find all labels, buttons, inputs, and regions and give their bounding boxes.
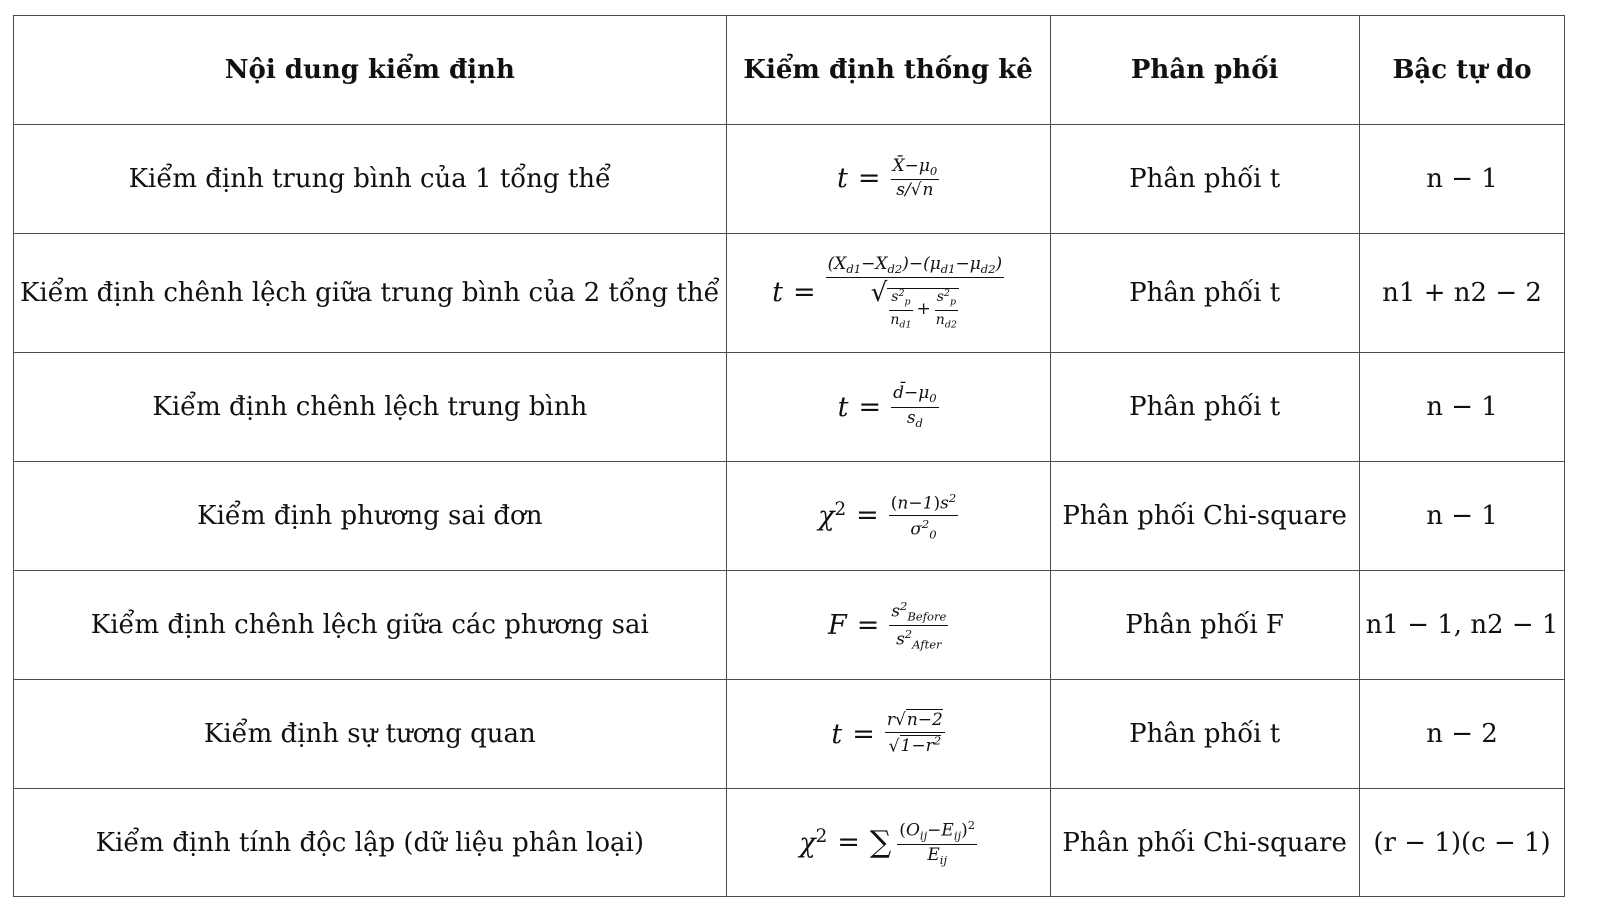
row-test-formula: t = $\frac{d̄-\mu_0}{s_d}$ bbox=[726, 353, 1050, 462]
table-row bbox=[14, 680, 1565, 789]
row-content: Kiểm định trung bình của 1 tổng thể bbox=[14, 125, 727, 234]
row-df: n − 1 bbox=[1359, 462, 1565, 571]
row-test-formula: F = $\frac{s^2_{Before}}{s^2_{After}}$ bbox=[726, 571, 1050, 680]
table-row bbox=[14, 353, 1565, 462]
statistical-tests-table bbox=[13, 15, 1565, 897]
header-test: Kiểm định thống kê bbox=[726, 16, 1050, 125]
row-df: n1 − 1, n2 − 1 bbox=[1359, 571, 1565, 680]
row-test-formula: t = $\frac{r√n-2}{√1-r^2}$ bbox=[726, 680, 1050, 789]
header-content: Nội dung kiểm định bbox=[14, 16, 727, 125]
table-header-row bbox=[14, 16, 1565, 125]
row-df: n − 2 bbox=[1359, 680, 1565, 789]
row-distribution: Phân phối Chi-square bbox=[1050, 462, 1359, 571]
row-distribution: Phân phối Chi-square bbox=[1050, 789, 1359, 897]
row-content: Kiểm định chênh lệch giữa các phương sai bbox=[14, 571, 727, 680]
table-row bbox=[14, 125, 1565, 234]
row-test-formula: $\chi^2$ = $\frac{(n-1)s^2}{\sigma^2_0}$ bbox=[726, 462, 1050, 571]
row-content: Kiểm định sự tương quan bbox=[14, 680, 727, 789]
table-row bbox=[14, 571, 1565, 680]
row-content: Kiểm định chênh lệch trung bình bbox=[14, 353, 727, 462]
row-df: n − 1 bbox=[1359, 353, 1565, 462]
row-distribution: Phân phối t bbox=[1050, 125, 1359, 234]
row-distribution: Phân phối t bbox=[1050, 680, 1359, 789]
row-content: Kiểm định phương sai đơn bbox=[14, 462, 727, 571]
row-df: n1 + n2 − 2 bbox=[1359, 234, 1565, 353]
row-distribution: Phân phối t bbox=[1050, 234, 1359, 353]
row-test-formula: t = $(X_{d1}-X_{d2})-(\mu_{d1}-\mu_{d2})$ √ $\frac{s^2_p}{n_{d1}}$ + $\frac{s^2_p}{n_{d2}}$ bbox=[726, 234, 1050, 353]
row-df: n − 1 bbox=[1359, 125, 1565, 234]
row-distribution: Phân phối t bbox=[1050, 353, 1359, 462]
row-test-formula: $\chi^2$ = ∑ $\frac{(O_{ij}-E_{ij})^2}{E_{ij}}$ bbox=[726, 789, 1050, 897]
table-row bbox=[14, 234, 1565, 353]
table-row bbox=[14, 462, 1565, 571]
row-test-formula: t = $\frac{X̄-\mu_0}{s/√n}$ bbox=[726, 125, 1050, 234]
row-distribution: Phân phối F bbox=[1050, 571, 1359, 680]
table-row bbox=[14, 789, 1565, 897]
row-df: (r − 1)(c − 1) bbox=[1359, 789, 1565, 897]
row-content: Kiểm định tính độc lập (dữ liệu phân loại) bbox=[14, 789, 727, 897]
header-degrees-of-freedom: Bậc tự do bbox=[1359, 16, 1565, 125]
header-distribution: Phân phối bbox=[1050, 16, 1359, 125]
statistical-tests-table-container bbox=[13, 15, 1565, 897]
row-content: Kiểm định chênh lệch giữa trung bình của 2 tổng thể bbox=[14, 234, 727, 353]
